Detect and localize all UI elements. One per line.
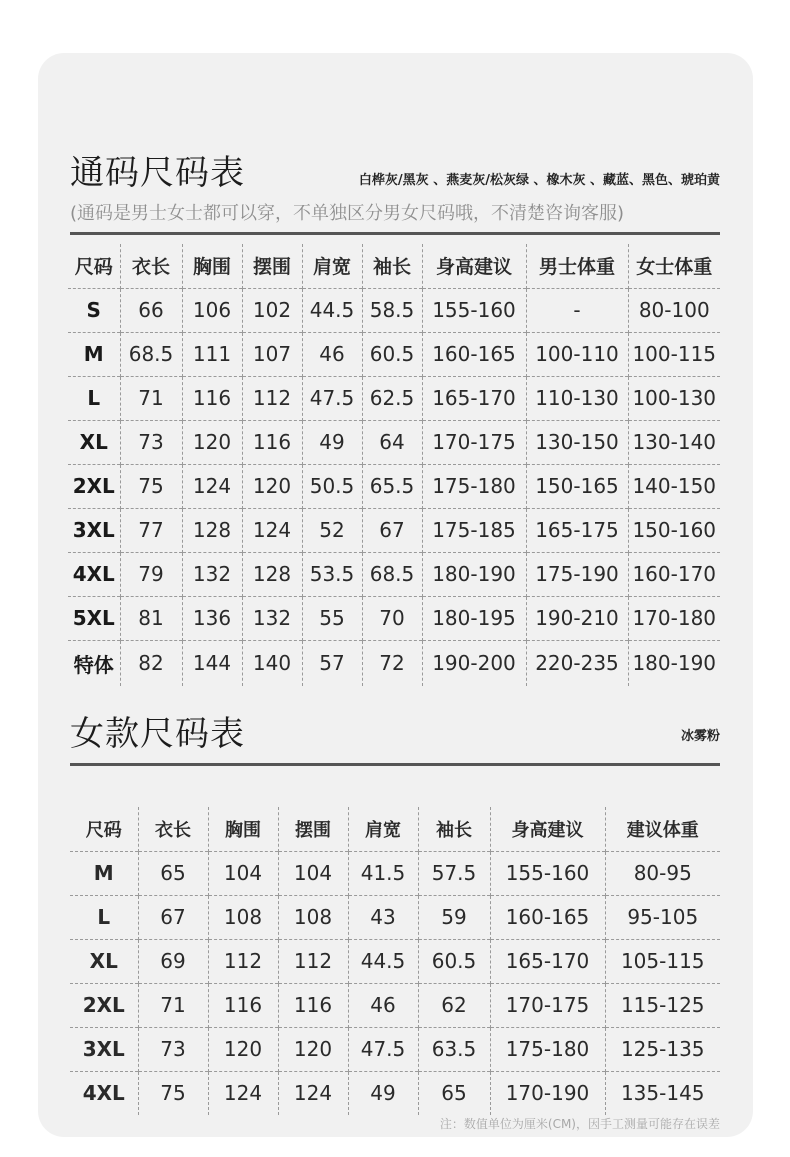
measurement-note: 注：数值单位为厘米(CM)，因手工测量可能存在误差 [439, 1117, 720, 1131]
table-cell: 120 [278, 1027, 348, 1071]
table-header-row [70, 807, 720, 851]
table-cell: 46 [302, 332, 362, 376]
table-row [70, 895, 720, 939]
table-row [68, 288, 720, 332]
table-cell: 175-190 [526, 552, 628, 596]
table-cell: 124 [278, 1071, 348, 1115]
table-cell: 47.5 [348, 1027, 418, 1071]
table-cell: 116 [182, 376, 242, 420]
table-cell: 112 [208, 939, 278, 983]
column-header: 男士体重 [526, 244, 628, 288]
size-cell: L [70, 895, 138, 939]
table-cell: 102 [242, 288, 302, 332]
table-cell: 58.5 [362, 288, 422, 332]
table-row [68, 508, 720, 552]
table-cell: 155-160 [490, 851, 605, 895]
size-cell: 特体 [68, 640, 120, 686]
unisex-colors-list: 白桦灰/黑灰 、燕麦灰/松灰绿 、橡木灰 、藏蓝、黑色、琥珀黄 [358, 173, 720, 188]
column-header: 衣长 [138, 807, 208, 851]
table-cell: 116 [208, 983, 278, 1027]
table-row [70, 1071, 720, 1115]
table-cell: 140-150 [628, 464, 720, 508]
table-cell: 135-145 [605, 1071, 720, 1115]
table-cell: 190-200 [422, 640, 526, 686]
table-cell: 104 [208, 851, 278, 895]
table-cell: 80-100 [628, 288, 720, 332]
table-cell: 57.5 [418, 851, 490, 895]
table-cell: 155-160 [422, 288, 526, 332]
table-cell: 144 [182, 640, 242, 686]
unisex-size-chart-title: 通码尺码表 [70, 153, 245, 193]
table-cell: 46 [348, 983, 418, 1027]
table-cell: 47.5 [302, 376, 362, 420]
table-cell: 69 [138, 939, 208, 983]
table-row [70, 851, 720, 895]
size-cell: M [68, 332, 120, 376]
table-cell: 95-105 [605, 895, 720, 939]
table-cell: 49 [348, 1071, 418, 1115]
table-cell: 79 [120, 552, 182, 596]
column-header: 身高建议 [422, 244, 526, 288]
table-row [68, 332, 720, 376]
table-cell: 71 [138, 983, 208, 1027]
table-cell: 120 [182, 420, 242, 464]
table-cell: 50.5 [302, 464, 362, 508]
table-cell: 130-150 [526, 420, 628, 464]
unisex-size-table [68, 244, 720, 686]
column-header: 袖长 [362, 244, 422, 288]
table-cell: 170-190 [490, 1071, 605, 1115]
table-cell: 73 [120, 420, 182, 464]
table-cell: 108 [278, 895, 348, 939]
table-row [70, 939, 720, 983]
table-cell: 120 [208, 1027, 278, 1071]
table-cell: 170-175 [490, 983, 605, 1027]
table-cell: 66 [120, 288, 182, 332]
table-cell: 73 [138, 1027, 208, 1071]
section1-divider [70, 232, 720, 235]
table-cell: 220-235 [526, 640, 628, 686]
column-header: 身高建议 [490, 807, 605, 851]
size-cell: 5XL [68, 596, 120, 640]
table-cell: 112 [242, 376, 302, 420]
table-cell: 124 [242, 508, 302, 552]
size-cell: L [68, 376, 120, 420]
table-cell: 116 [242, 420, 302, 464]
womens-size-chart-title: 女款尺码表 [70, 714, 245, 754]
table-cell: 128 [182, 508, 242, 552]
size-cell: 3XL [68, 508, 120, 552]
size-cell: S [68, 288, 120, 332]
womens-colors-list: 冰雾粉 [680, 729, 720, 744]
unisex-size-note: (通码是男士女士都可以穿，不单独区分男女尺码哦，不清楚咨询客服) [70, 203, 625, 224]
column-header: 尺码 [85, 819, 122, 841]
table-cell: 52 [302, 508, 362, 552]
column-header: 胸围 [208, 807, 278, 851]
table-cell: 150-160 [628, 508, 720, 552]
table-cell: 160-165 [422, 332, 526, 376]
table-row [68, 640, 720, 686]
table-row [68, 420, 720, 464]
table-cell: 108 [208, 895, 278, 939]
table-cell: 136 [182, 596, 242, 640]
table-cell: 67 [138, 895, 208, 939]
table-cell: 72 [362, 640, 422, 686]
table-cell: 170-180 [628, 596, 720, 640]
table-cell: 65 [418, 1071, 490, 1115]
section2-divider [70, 763, 720, 766]
table-cell: 53.5 [302, 552, 362, 596]
table-cell: 41.5 [348, 851, 418, 895]
table-cell: 60.5 [418, 939, 490, 983]
table-cell: 70 [362, 596, 422, 640]
size-cell: 3XL [70, 1027, 138, 1071]
table-cell: 175-180 [422, 464, 526, 508]
size-cell: XL [68, 420, 120, 464]
column-header: 摆围 [242, 244, 302, 288]
table-cell: 116 [278, 983, 348, 1027]
table-cell: 110-130 [526, 376, 628, 420]
table-row [68, 552, 720, 596]
table-cell: 67 [362, 508, 422, 552]
column-header: 摆围 [278, 807, 348, 851]
table-row [68, 464, 720, 508]
table-cell: 62 [418, 983, 490, 1027]
table-cell: 77 [120, 508, 182, 552]
table-cell: 107 [242, 332, 302, 376]
table-cell: 132 [242, 596, 302, 640]
table-cell: 62.5 [362, 376, 422, 420]
table-cell: 120 [242, 464, 302, 508]
table-header-row [68, 244, 720, 288]
table-cell: - [526, 288, 628, 332]
table-cell: 111 [182, 332, 242, 376]
table-cell: 100-115 [628, 332, 720, 376]
column-header: 肩宽 [348, 807, 418, 851]
table-row [70, 983, 720, 1027]
table-cell: 112 [278, 939, 348, 983]
table-cell: 75 [138, 1071, 208, 1115]
table-cell: 55 [302, 596, 362, 640]
table-cell: 160-165 [490, 895, 605, 939]
table-cell: 165-175 [526, 508, 628, 552]
table-cell: 132 [182, 552, 242, 596]
table-cell: 68.5 [362, 552, 422, 596]
column-header: 胸围 [182, 244, 242, 288]
size-cell: 4XL [68, 552, 120, 596]
column-header: 建议体重 [605, 807, 720, 851]
column-header: 袖长 [418, 807, 490, 851]
table-cell: 44.5 [302, 288, 362, 332]
table-cell: 68.5 [120, 332, 182, 376]
table-cell: 80-95 [605, 851, 720, 895]
table-cell: 60.5 [362, 332, 422, 376]
table-cell: 64 [362, 420, 422, 464]
size-cell: M [70, 851, 138, 895]
table-cell: 100-110 [526, 332, 628, 376]
table-cell: 115-125 [605, 983, 720, 1027]
table-cell: 180-190 [628, 640, 720, 686]
column-header: 衣长 [120, 244, 182, 288]
table-cell: 128 [242, 552, 302, 596]
size-cell: 2XL [68, 464, 120, 508]
table-cell: 175-185 [422, 508, 526, 552]
column-header: 女士体重 [628, 244, 720, 288]
table-cell: 175-180 [490, 1027, 605, 1071]
table-cell: 49 [302, 420, 362, 464]
table-cell: 71 [120, 376, 182, 420]
table-cell: 57 [302, 640, 362, 686]
table-cell: 43 [348, 895, 418, 939]
table-cell: 104 [278, 851, 348, 895]
table-cell: 160-170 [628, 552, 720, 596]
table-cell: 165-170 [490, 939, 605, 983]
table-cell: 190-210 [526, 596, 628, 640]
womens-size-table [70, 807, 720, 1115]
table-cell: 44.5 [348, 939, 418, 983]
table-cell: 125-135 [605, 1027, 720, 1071]
table-row [68, 596, 720, 640]
column-header: 尺码 [74, 256, 113, 279]
table-cell: 140 [242, 640, 302, 686]
table-cell: 100-130 [628, 376, 720, 420]
table-row [68, 376, 720, 420]
table-cell: 75 [120, 464, 182, 508]
table-cell: 124 [182, 464, 242, 508]
column-header: 肩宽 [302, 244, 362, 288]
table-cell: 170-175 [422, 420, 526, 464]
size-cell: 2XL [70, 983, 138, 1027]
table-cell: 63.5 [418, 1027, 490, 1071]
table-cell: 180-195 [422, 596, 526, 640]
table-cell: 150-165 [526, 464, 628, 508]
table-cell: 124 [208, 1071, 278, 1115]
table-cell: 81 [120, 596, 182, 640]
table-cell: 59 [418, 895, 490, 939]
table-cell: 106 [182, 288, 242, 332]
size-cell: 4XL [70, 1071, 138, 1115]
table-cell: 165-170 [422, 376, 526, 420]
table-cell: 130-140 [628, 420, 720, 464]
size-cell: XL [70, 939, 138, 983]
table-cell: 180-190 [422, 552, 526, 596]
table-cell: 65.5 [362, 464, 422, 508]
table-cell: 82 [120, 640, 182, 686]
table-cell: 105-115 [605, 939, 720, 983]
table-row [70, 1027, 720, 1071]
table-cell: 65 [138, 851, 208, 895]
